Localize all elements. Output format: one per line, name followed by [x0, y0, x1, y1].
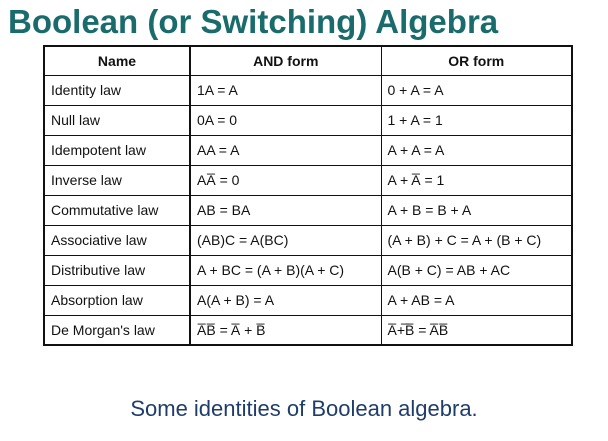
- figure-caption: Some identities of Boolean algebra.: [130, 396, 478, 421]
- law-name: Distributive law: [44, 255, 190, 285]
- and-form-cell: 0A = 0: [190, 105, 381, 135]
- table-header-row: [44, 46, 572, 75]
- table-row: [44, 75, 572, 105]
- header-or-form: OR form: [381, 46, 572, 75]
- or-form-cell: A(B + C) = AB + AC: [381, 255, 572, 285]
- and-form-cell: AB = BA: [190, 195, 381, 225]
- law-name: Commutative law: [44, 195, 190, 225]
- or-form-cell: (A + B) + C = A + (B + C): [381, 225, 572, 255]
- law-name: Idempotent law: [44, 135, 190, 165]
- or-form-cell: A + AB = A: [381, 285, 572, 315]
- table-row: [44, 135, 572, 165]
- table-row: [44, 285, 572, 315]
- table-row: [44, 195, 572, 225]
- and-form-cell: AA̅ = 0: [190, 165, 381, 195]
- or-form-cell: A + B = B + A: [381, 195, 572, 225]
- header-name: Name: [44, 46, 190, 75]
- or-form-cell: 0 + A = A: [381, 75, 572, 105]
- and-form-cell: A(A + B) = A: [190, 285, 381, 315]
- law-name: Absorption law: [44, 285, 190, 315]
- law-name: Identity law: [44, 75, 190, 105]
- table-row: [44, 255, 572, 285]
- law-name: De Morgan's law: [44, 315, 190, 345]
- table-row: [44, 165, 572, 195]
- and-form-cell: A̅B̅ = A̅ + B̅: [190, 315, 381, 345]
- boolean-laws-table: [43, 45, 573, 346]
- and-form-cell: AA = A: [190, 135, 381, 165]
- table-row: [44, 315, 572, 345]
- or-form-cell: A + A = A: [381, 135, 572, 165]
- or-form-cell: A + A̅ = 1: [381, 165, 572, 195]
- and-form-cell: (AB)C = A(BC): [190, 225, 381, 255]
- law-name: Null law: [44, 105, 190, 135]
- and-form-cell: 1A = A: [190, 75, 381, 105]
- or-form-cell: A̅+̅B̅ = A̅B̅: [381, 315, 572, 345]
- header-and-form: AND form: [190, 46, 381, 75]
- or-form-cell: 1 + A = 1: [381, 105, 572, 135]
- slide-title: Boolean (or Switching) Algebra: [8, 3, 499, 40]
- and-form-cell: A + BC = (A + B)(A + C): [190, 255, 381, 285]
- table-row: [44, 105, 572, 135]
- law-name: Associative law: [44, 225, 190, 255]
- law-name: Inverse law: [44, 165, 190, 195]
- table-row: [44, 225, 572, 255]
